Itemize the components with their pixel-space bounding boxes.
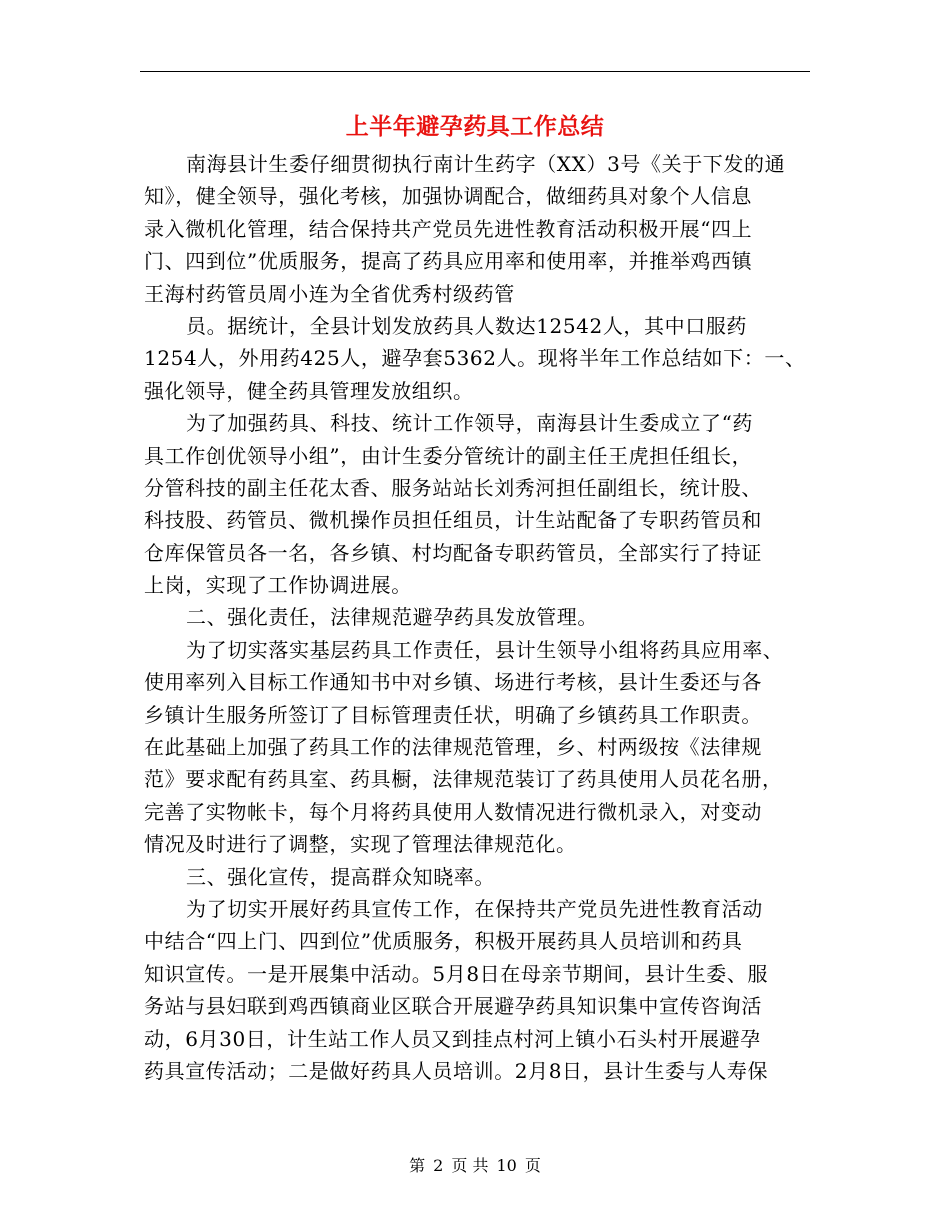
text-line: 在此基础上加强了药具工作的法律规范管理，乡、村两级按《法律规: [144, 735, 762, 760]
text-line: 强化领导，健全药具管理发放组织。: [144, 378, 474, 403]
footer-prefix: 第: [409, 1156, 426, 1175]
text-line: 动，6月30日，计生站工作人员又到挂点村河上镇小石头村开展避孕: [144, 1026, 761, 1051]
text-line: 知识宣传。一是开展集中活动。5月8日在母亲节期间，县计生委、服: [144, 961, 769, 986]
text-line: 1254人，外用药425人，避孕套5362人。现将半年工作总结如下：一、: [144, 346, 806, 371]
footer-middle: 页 共: [451, 1156, 489, 1175]
text-line: 上岗，实现了工作协调进展。: [144, 573, 412, 598]
text-line: 录入微机化管理，结合保持共产党员先进性教育活动积极开展“四上: [144, 216, 753, 241]
text-line: 知》，健全领导，强化考核，加强协调配合，做细药具对象个人信息: [144, 184, 752, 209]
text-line: 乡镇计生服务所签订了目标管理责任状，明确了乡镇药具工作职责。: [144, 702, 762, 727]
text-line: 为了切实开展好药具宣传工作，在保持共产党员先进性教育活动: [186, 896, 763, 921]
text-line: 情况及时进行了调整，实现了管理法律规范化。: [144, 832, 577, 857]
text-line: 门、四到位”优质服务，提高了药具应用率和使用率，并推举鸡西镇: [144, 249, 753, 274]
text-line: 王海村药管员周小连为全省优秀村级药管: [144, 281, 515, 306]
text-line: 二、强化责任，法律规范避孕药具发放管理。: [186, 605, 598, 630]
footer-page-number: 2: [433, 1156, 444, 1175]
footer-suffix: 页: [524, 1156, 541, 1175]
footer-total-pages: 10: [496, 1156, 517, 1175]
text-line: 分管科技的副主任花太香、服务站站长刘秀河担任副组长，统计股、: [144, 475, 762, 500]
document-body: [144, 148, 814, 1087]
text-line: 员。据统计，全县计划发放药具人数达12542人，其中口服药: [186, 313, 748, 338]
text-line: 完善了实物帐卡，每个月将药具使用人数情况进行微机录入，对变动: [144, 799, 762, 824]
text-line: 中结合“四上门、四到位”优质服务，积极开展药具人员培训和药具: [144, 929, 743, 954]
text-line: 三、强化宣传，提高群众知晓率。: [186, 864, 495, 889]
text-line: 使用率列入目标工作通知书中对乡镇、场进行考核，县计生委还与各: [144, 670, 762, 695]
text-line: 为了加强药具、科技、统计工作领导，南海县计生委成立了“药: [186, 411, 754, 436]
header-rule: [140, 71, 810, 72]
text-line: 为了切实落实基层药具工作责任，县计生领导小组将药具应用率、: [186, 637, 784, 662]
text-line: 仓库保管员各一名，各乡镇、村均配备专职药管员，全部实行了持证: [144, 540, 762, 565]
text-line: 具工作创优领导小组”，由计生委分管统计的副主任王虎担任组长，: [144, 443, 753, 468]
page-footer: [0, 1153, 950, 1176]
text-line: 务站与县妇联到鸡西镇商业区联合开展避孕药具知识集中宣传咨询活: [144, 994, 762, 1019]
text-line: 南海县计生委仔细贯彻执行南计生药字（XX）3号《关于下发的通: [186, 152, 786, 176]
text-line: 科技股、药管员、微机操作员担任组员，计生站配备了专职药管员和: [144, 508, 762, 533]
text-line: 药具宣传活动；二是做好药具人员培训。2月8日，县计生委与人寿保: [144, 1058, 769, 1083]
text-line: 范》要求配有药具室、药具橱，法律规范装订了药具使用人员花名册，: [144, 767, 783, 792]
document-title: 上半年避孕药具工作总结: [345, 114, 605, 140]
